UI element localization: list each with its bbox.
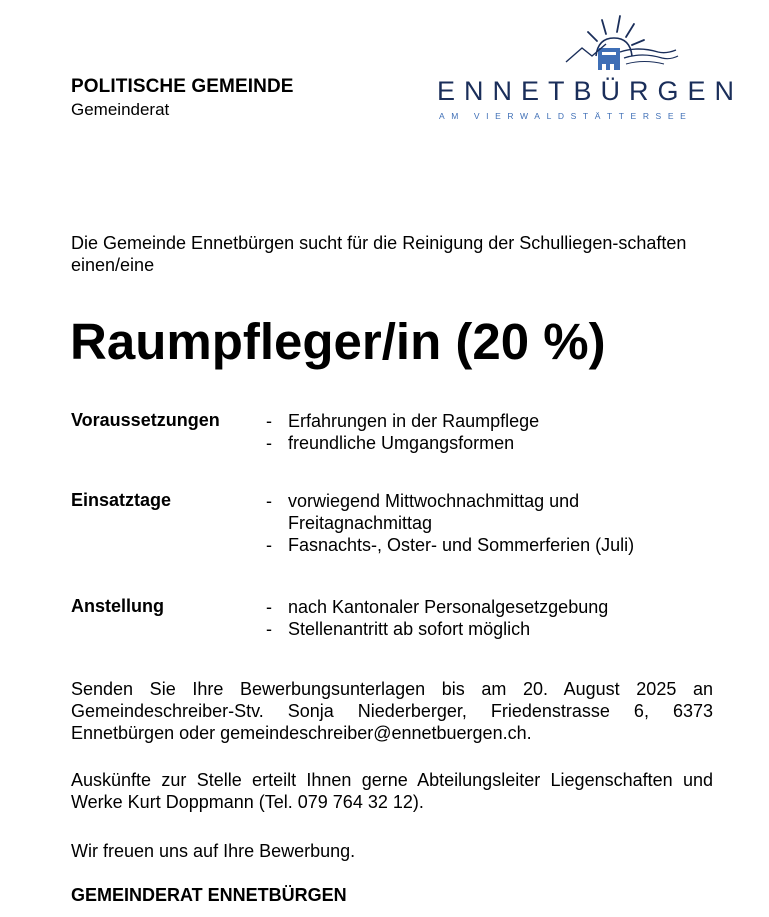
employment-label: Anstellung [71, 596, 164, 616]
list-item: - Stellenantritt ab sofort möglich [266, 619, 531, 639]
work-days-label: Einsatztage [71, 490, 172, 510]
list-item-text: freundliche Umgangsformen [288, 433, 515, 453]
closing-sentence: Wir freuen uns auf Ihre Bewerbung. [71, 841, 356, 861]
application-paragraph: Senden Sie Ihre Bewerbungsunterlagen bis am 20. August 2025 an Gemeindeschreiber-Stv. Sonja Niederberger, Friedenstrasse 6, 6373 Ennetbürgen oder gemeindeschreiber@ennetbuergen.ch. [71, 679, 713, 743]
work-days-list [266, 490, 686, 556]
logo-tagline: AM VIERWALDSTÄTTERSEE [439, 111, 693, 121]
requirements-label: Voraussetzungen [71, 410, 220, 430]
list-item: - freundliche Umgangsformen [266, 433, 515, 453]
employment-list [266, 596, 608, 640]
list-item: - nach Kantonaler Personalgesetzgebung [266, 597, 609, 617]
list-item-text: Erfahrungen in der Raumpflege [288, 411, 540, 431]
signature-line: GEMEINDERAT ENNETBÜRGEN [71, 885, 347, 905]
list-item: - Fasnachts-, Oster- und Sommerferien (Juli) [266, 535, 635, 555]
intro-paragraph: Die Gemeinde Ennetbürgen sucht für die Reinigung der Schulliegen-schaften einen/eine [71, 233, 687, 275]
organization-subtitle: Gemeinderat [71, 100, 170, 119]
requirements-list [266, 410, 539, 454]
contact-info-paragraph: Auskünfte zur Stelle erteilt Ihnen gerne Abteilungsleiter Liegenschaften und Werke Kurt Doppmann (Tel. 079 764 32 12). [71, 770, 713, 812]
job-title-headline: Raumpfleger/in (20 %) [70, 313, 606, 370]
organization-title: POLITISCHE GEMEINDE [71, 76, 294, 97]
list-item-text: vorwiegend Mittwochnachmittag und Freitagnachmittag [288, 491, 580, 533]
list-item-text: Stellenantritt ab sofort möglich [288, 619, 531, 639]
list-item-text: nach Kantonaler Personalgesetzgebung [288, 597, 609, 617]
list-item: - vorwiegend Mittwochnachmittag und Freitagnachmittag [266, 491, 580, 533]
municipality-logo [430, 12, 744, 122]
logo-wordmark: ENNETBÜRGEN [437, 76, 744, 106]
list-item-text: Fasnachts-, Oster- und Sommerferien (Juli) [288, 535, 635, 555]
list-item: - Erfahrungen in der Raumpflege [266, 411, 540, 431]
